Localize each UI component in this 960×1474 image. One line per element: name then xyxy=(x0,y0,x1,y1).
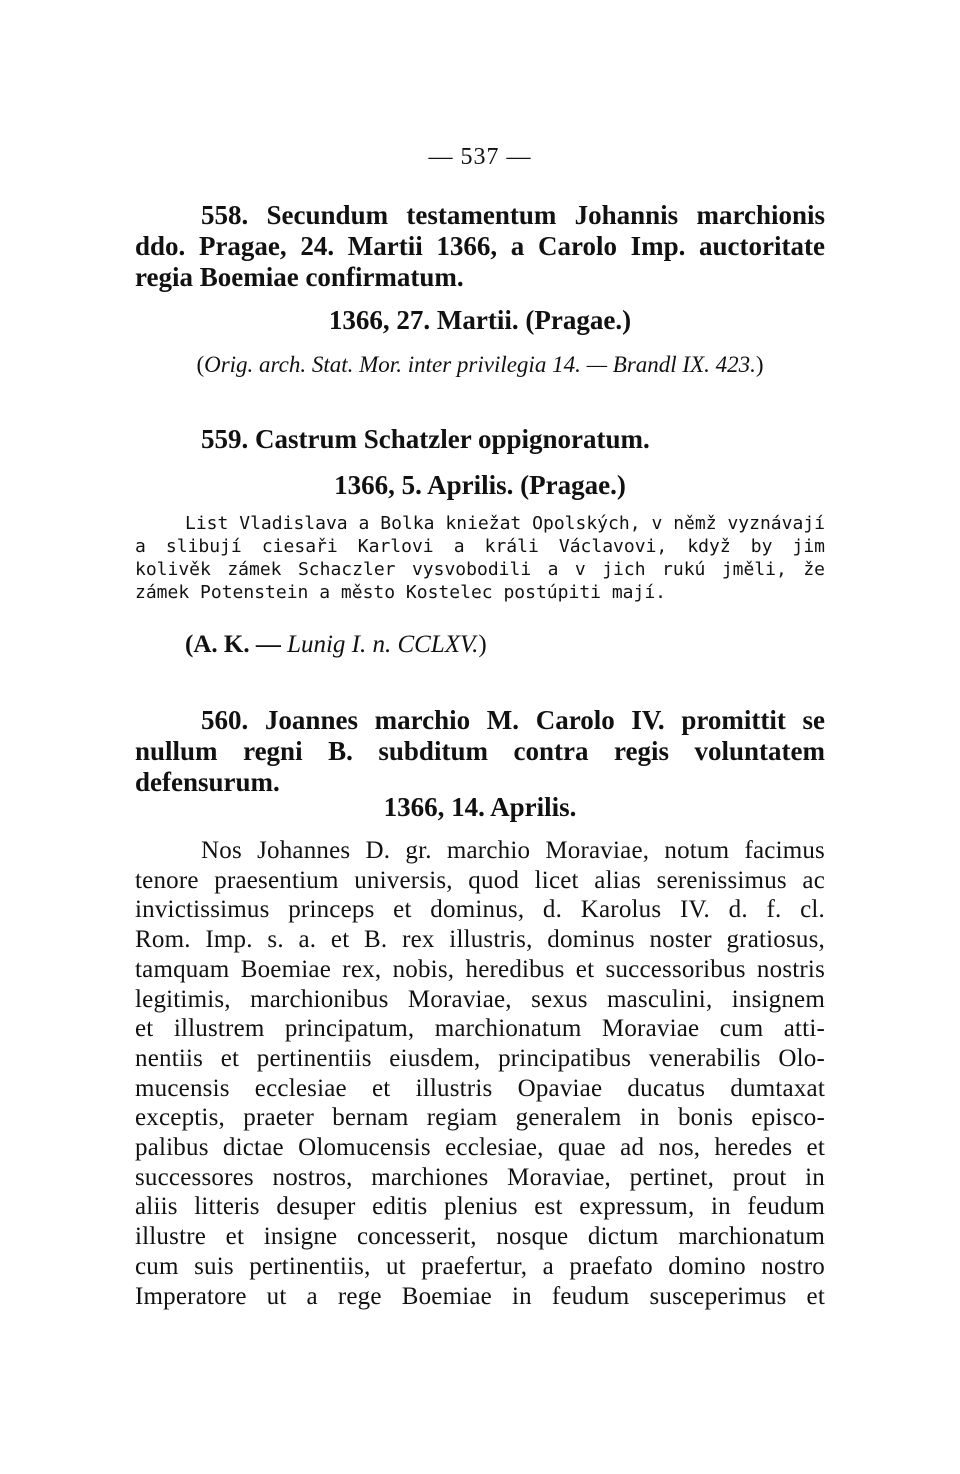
body-line: illustre et insigne concesserit, nosque dictum marchionatum xyxy=(135,1223,825,1251)
body-line: et illustrem principatum, marchionatum Moraviae cum atti- xyxy=(135,1015,825,1043)
entry-560 xyxy=(135,705,825,798)
body-line: palibus dictae Olomucensis ecclesiae, quae ad nos, heredes et xyxy=(135,1134,825,1162)
body-line: Rom. Imp. s. a. et B. rex illustris, dominus noster gratiosus, xyxy=(135,926,825,954)
entry-heading-text: 558. Secundum testamentum Johannis marchionis ddo. Pragae, 24. Martii 1366, a Carolo Imp. auctoritate regia Boemiae confirmatum. xyxy=(135,200,825,292)
source-open-paren: ( xyxy=(196,352,205,377)
body-line: legitimis, marchionibus Moraviae, sexus masculini, insignem xyxy=(135,985,825,1013)
regest-text: List Vladislava a Bolka kniežat Opolských, v němž vyznávají a slibují ciesaři Karlovi a králi Václavovi, když by jim kolivěk zámek Schaczler vysvobodili a v jich rukú jměli, že zámek Potenstein a město Kostelec postúpiti mají. xyxy=(135,513,825,603)
reference-prefix: (A. K. — xyxy=(185,631,281,658)
entry-heading-text: 559. Castrum Schatzler oppignoratum. xyxy=(201,424,650,454)
entry-regest xyxy=(135,512,825,604)
body-line: Imperatore ut a rege Boemiae in feudum susceperimus et xyxy=(135,1282,825,1310)
entry-560-body xyxy=(135,836,825,1311)
entry-559-ref-block xyxy=(185,630,875,660)
body-line: aliis litteris desuper editis plenius est expressum, in feudum xyxy=(135,1193,825,1221)
entry-date: 1366, 14. Aprilis. xyxy=(383,792,577,822)
entry-heading xyxy=(135,200,825,293)
entry-559 xyxy=(135,424,825,455)
body-line: Nos Johannes D. gr. marchio Moraviae, notum facimus xyxy=(201,837,825,864)
entry-558 xyxy=(135,200,825,293)
source-text: Orig. arch. Stat. Mor. inter privilegia 14. — Brandl IX. 423. xyxy=(204,352,756,377)
entry-560-date-block xyxy=(135,792,825,823)
entry-date: 1366, 5. Aprilis. (Pragae.) xyxy=(334,470,626,500)
body-line: invictissimus princeps et dominus, d. Karolus IV. d. f. cl. xyxy=(135,896,825,924)
body-line: successores nostros, marchiones Moraviae, pertinet, prout in xyxy=(135,1163,825,1191)
body-line: nentiis et pertinentiis eiusdem, principatibus venerabilis Olo- xyxy=(135,1044,825,1072)
body-line: mucensis ecclesiae et illustris Opaviae ducatus dumtaxat xyxy=(135,1074,825,1102)
reference-citation: Lunig I. n. CCLXV. xyxy=(287,631,479,658)
entry-559-date-block xyxy=(135,470,825,501)
entry-heading xyxy=(135,424,825,455)
entry-source xyxy=(135,350,825,380)
entry-558-date-block xyxy=(135,305,825,336)
source-close-paren: ) xyxy=(755,352,764,377)
reference-close-paren: ) xyxy=(478,631,487,658)
body-line: tamquam Boemiae rex, nobis, heredibus et successoribus nostris xyxy=(135,955,825,983)
body-line: tenore praesentium universis, quod licet alias serenissimus ac xyxy=(135,866,825,894)
entry-heading xyxy=(135,705,825,798)
page-number: — 537 — xyxy=(428,144,532,170)
entry-559-regest-block xyxy=(135,512,825,604)
body-line: cum suis pertinentiis, ut praefertur, a praefato domino nostro xyxy=(135,1252,825,1280)
entry-reference xyxy=(185,630,875,660)
entry-date: 1366, 27. Martii. (Pragae.) xyxy=(328,305,632,335)
entry-heading-text: 560. Joannes marchio M. Carolo IV. promittit se nullum regni B. subditum contra regis voluntatem defensurum. xyxy=(135,705,825,797)
entry-558-source-block xyxy=(135,350,825,380)
body-line: exceptis, praeter bernam regiam generalem in bonis episco- xyxy=(135,1104,825,1132)
